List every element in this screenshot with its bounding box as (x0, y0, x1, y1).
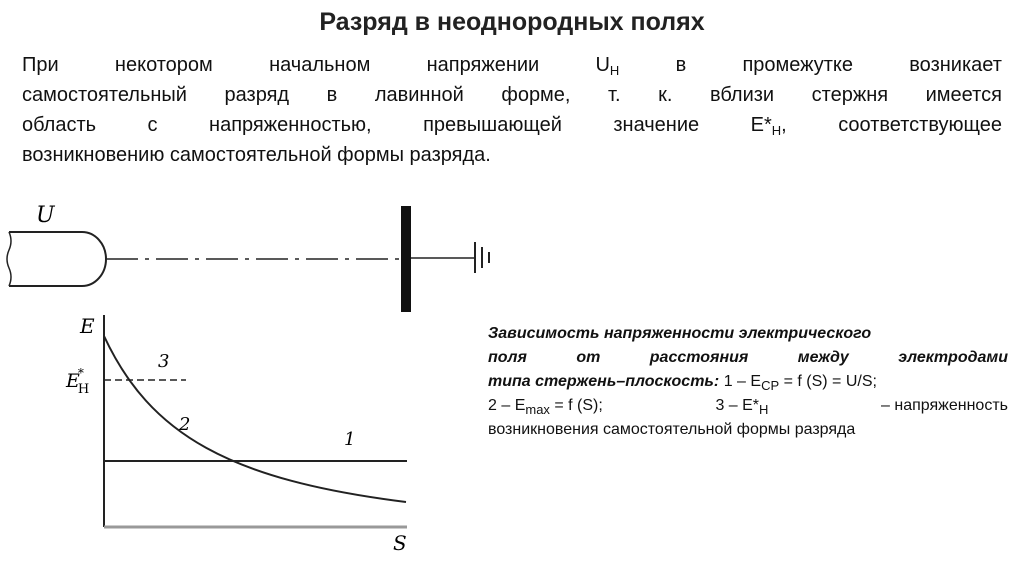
word: начальном (269, 54, 371, 76)
rod-wavy-edge (7, 232, 11, 286)
word: напряжении (426, 54, 540, 76)
caption-line-3 (488, 370, 1008, 394)
caption-line-1 (488, 322, 1008, 346)
x-axis-label: S (393, 531, 407, 555)
word: между (797, 349, 849, 366)
figure-caption (488, 322, 1008, 442)
plane-electrode (401, 206, 411, 312)
word: электродами (898, 349, 1008, 366)
voltage-label: U (36, 203, 55, 228)
word: стержня (811, 84, 889, 106)
electrode-diagram (7, 206, 489, 312)
word: область (22, 114, 97, 136)
series-1-label: 1 (344, 429, 356, 450)
word: с (147, 114, 158, 136)
rod-electrode (9, 232, 106, 286)
series-2-curve (104, 336, 406, 502)
field-chart (65, 314, 407, 555)
word: некотором (114, 54, 213, 76)
voltage-symbol: $U_Н$ (595, 54, 620, 78)
word: поля (488, 349, 527, 366)
caption-line-3-content: типа стержень–плоскость: $1 - E_{CP} = f$ (S) = U/S; (488, 373, 877, 393)
caption-series-2: $2 - E_{max} = f$ (S); (488, 397, 603, 417)
word: промежутке (742, 54, 854, 76)
word: При (22, 54, 59, 76)
y-axis-label: E (80, 314, 95, 338)
slide-title: Разряд в неоднородных полях (319, 8, 705, 36)
caption-italic-text: Зависимость напряженности электрического (488, 325, 872, 342)
word: к. (658, 84, 673, 106)
word: напряженностью, (209, 114, 372, 136)
word: от (576, 349, 601, 366)
caption-line-5 (488, 418, 1008, 442)
word: вблизи (709, 84, 775, 106)
word: форме, (501, 84, 571, 106)
word: в (675, 54, 687, 76)
caption-line-2 (488, 346, 1008, 370)
word: возникает (909, 54, 1002, 76)
word: лавинной (374, 84, 464, 106)
caption-line-5-text: возникновения самостоятельной формы разряда (488, 421, 856, 438)
word: т. (608, 84, 621, 106)
word: в (326, 84, 338, 106)
field-symbol: $E*_Н$, (750, 114, 787, 138)
word: возникновению самостоятельной формы разряда. (22, 144, 491, 166)
series-3-label: 3 (158, 351, 170, 372)
word: соответствующее (838, 114, 1002, 136)
word: самостоятельный (22, 84, 187, 106)
word: превышающей (423, 114, 562, 136)
caption-series-3: $3 - E*_H$ (715, 397, 769, 417)
y-tick-label-estar: E* Н (66, 366, 90, 397)
word: расстояния (649, 349, 749, 366)
caption-line-4 (488, 394, 1008, 418)
word: разряд (224, 84, 290, 106)
series-2-label: 2 (179, 414, 191, 435)
word: значение (613, 114, 700, 136)
word: имеется (925, 84, 1002, 106)
caption-series-3-desc: – напряженность (881, 397, 1008, 414)
